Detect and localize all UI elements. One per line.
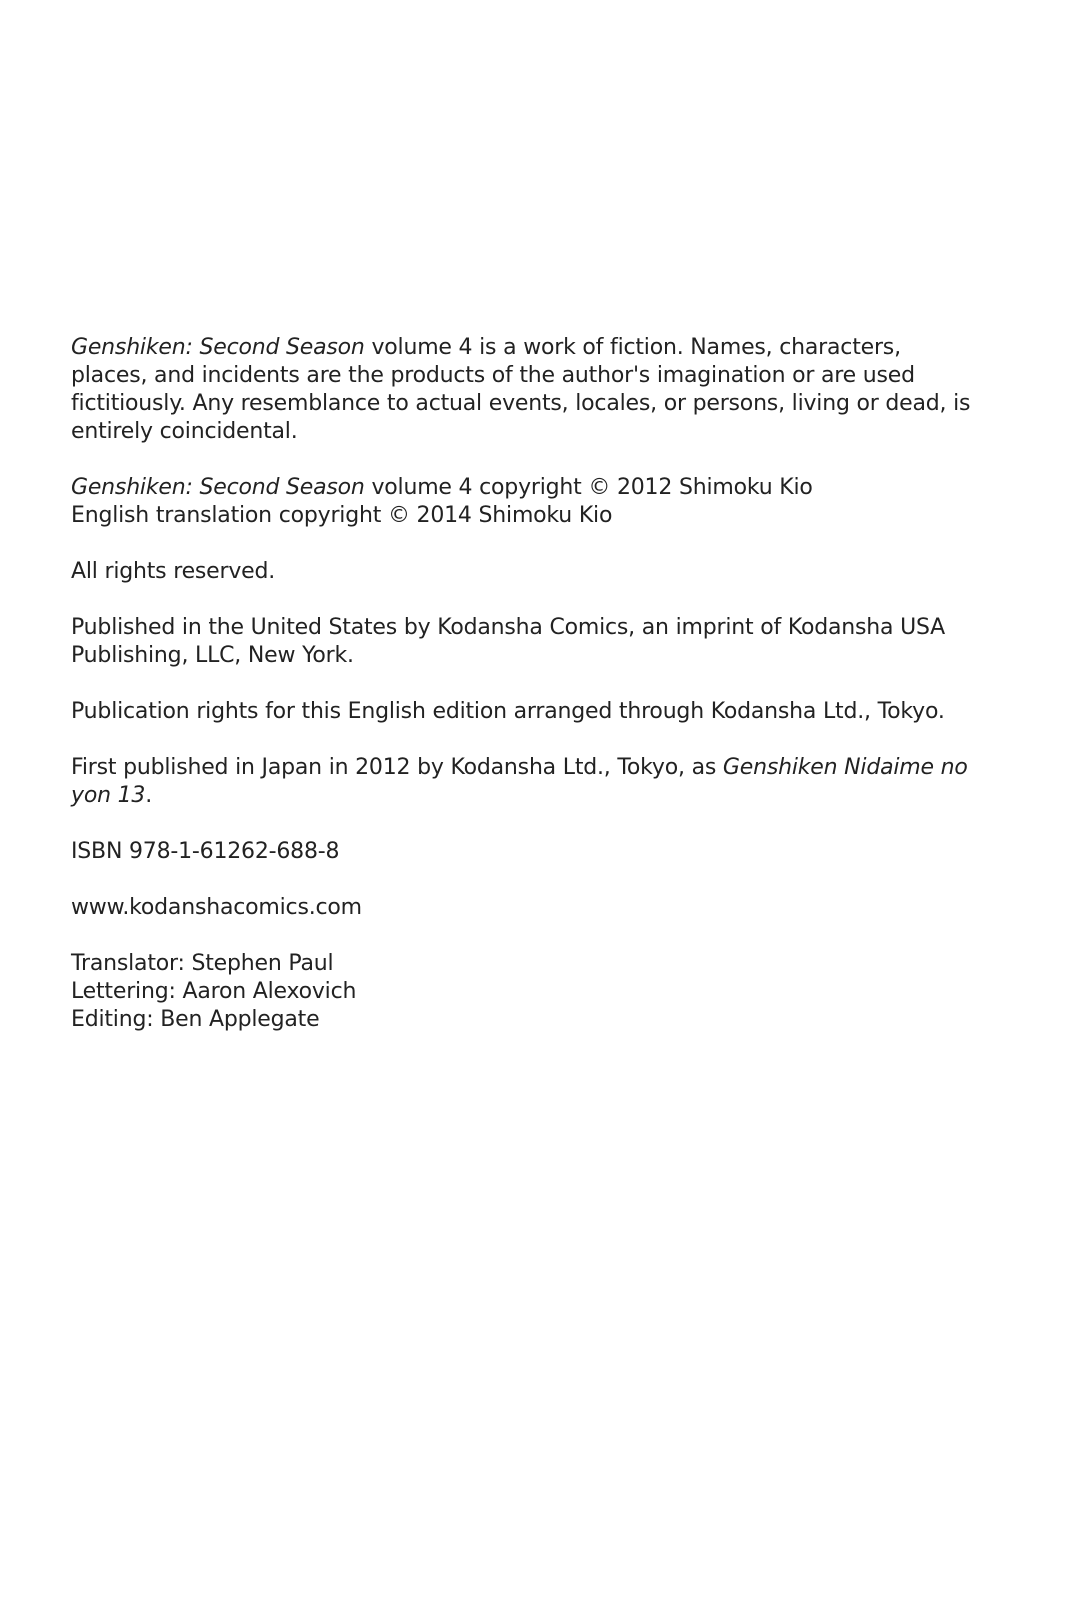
credit-translator: Translator: Stephen Paul: [71, 951, 334, 976]
original-title: Genshiken Nidaime no yon 13: [71, 755, 968, 808]
credits: [71, 950, 971, 1034]
disclaimer-paragraph: [71, 334, 971, 446]
first-published-text: First published in Japan in 2012 by Kodansha Ltd., Tokyo, as: [71, 755, 723, 780]
first-published-end: .: [145, 783, 153, 808]
copyright-page: [71, 334, 971, 1034]
publication-rights-statement: Publication rights for this English edition arranged through Kodansha Ltd., Tokyo.: [71, 699, 945, 724]
copyright-line-original: [71, 474, 971, 502]
isbn: ISBN 978-1-61262-688-8: [71, 839, 340, 864]
rights-reserved: All rights reserved.: [71, 559, 276, 584]
copyright-paragraph: [71, 474, 971, 530]
disclaimer-text: volume 4 is a work of fiction. Names, characters, places, and incidents are the products of the author's imagination or are used fictitiously. Any resemblance to actual events, locales, or persons, living or dead, is entirely coincidental.: [71, 335, 971, 444]
credit-editing: Editing: Ben Applegate: [71, 1007, 320, 1032]
copyright-line-translation: English translation copyright © 2014 Shimoku Kio: [71, 503, 613, 528]
disclaimer-book-title: Genshiken: Second Season: [71, 335, 365, 360]
publisher-statement: Published in the United States by Kodansha Comics, an imprint of Kodansha USA Publishing, LLC, New York.: [71, 615, 945, 668]
first-published-statement: [71, 754, 971, 810]
copyright-original-text: volume 4 copyright © 2012 Shimoku Kio: [364, 475, 813, 500]
copyright-book-title: Genshiken: Second Season: [71, 475, 365, 500]
credit-lettering: Lettering: Aaron Alexovich: [71, 979, 357, 1004]
website-link[interactable]: www.kodanshacomics.com: [71, 895, 362, 920]
